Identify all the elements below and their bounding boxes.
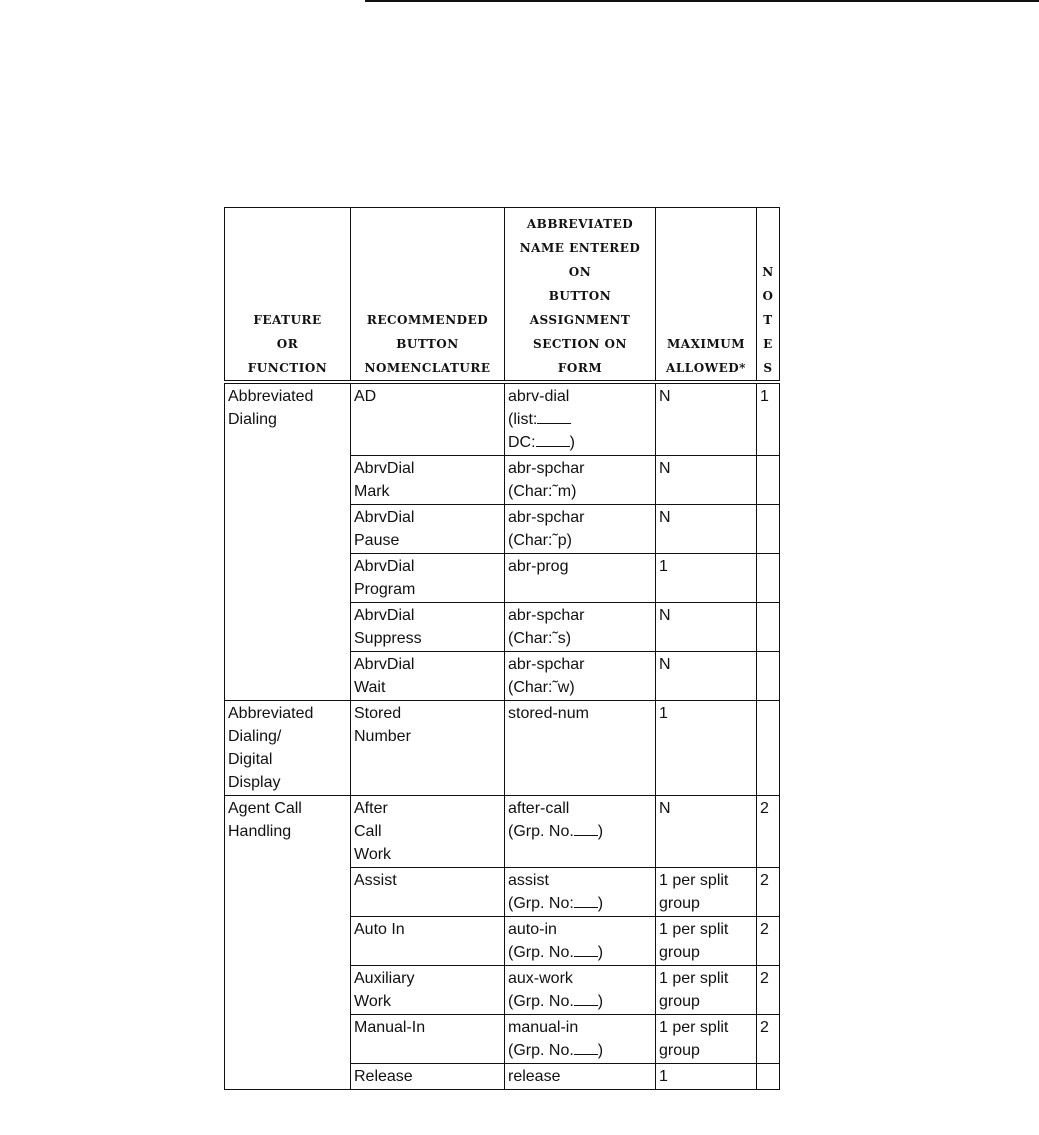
abbreviated-name-cell: abr-spchar (Char:˜w)	[505, 652, 656, 701]
maximum-cell: 1 per split group	[656, 868, 757, 917]
maximum-cell: 1 per split group	[656, 917, 757, 966]
button-cell: After Call Work	[351, 796, 505, 868]
fill-in-blank	[574, 991, 598, 1006]
button-cell: AbrvDial Program	[351, 554, 505, 603]
button-cell: Auto In	[351, 917, 505, 966]
table-row	[225, 701, 780, 796]
notes-cell: 1	[757, 382, 780, 456]
maximum-cell: 1	[656, 1064, 757, 1090]
abbreviated-name-cell: abr-spchar (Char:˜m)	[505, 456, 656, 505]
fill-in-blank	[574, 821, 598, 836]
table-row	[225, 382, 780, 456]
button-assignment-table	[224, 207, 780, 1090]
button-cell: AbrvDial Wait	[351, 652, 505, 701]
fill-in-blank	[536, 432, 570, 447]
header-maximum-allowed: MAXIMUM ALLOWED*	[656, 208, 757, 383]
abbreviated-name-cell: aux-work (Grp. No. )	[505, 966, 656, 1015]
maximum-cell: N	[656, 603, 757, 652]
button-cell: Release	[351, 1064, 505, 1090]
maximum-cell: N	[656, 796, 757, 868]
table-row	[225, 796, 780, 868]
feature-cell: Abbreviated Dialing/ Digital Display	[225, 701, 351, 796]
notes-cell: 2	[757, 796, 780, 868]
button-cell: AbrvDial Suppress	[351, 603, 505, 652]
abbreviated-name-cell: abr-spchar (Char:˜p)	[505, 505, 656, 554]
button-cell: AbrvDial Mark	[351, 456, 505, 505]
header-nomenclature: RECOMMENDED BUTTON NOMENCLATURE	[351, 208, 505, 383]
maximum-cell: 1 per split group	[656, 966, 757, 1015]
notes-cell: 2	[757, 966, 780, 1015]
abbreviated-name-cell: auto-in (Grp. No. )	[505, 917, 656, 966]
maximum-cell: N	[656, 652, 757, 701]
button-cell: AbrvDial Pause	[351, 505, 505, 554]
button-cell: Auxiliary Work	[351, 966, 505, 1015]
abbreviated-name-cell: abr-prog	[505, 554, 656, 603]
fill-in-blank	[574, 893, 598, 908]
button-cell: Manual-In	[351, 1015, 505, 1064]
notes-cell: 2	[757, 868, 780, 917]
abbreviated-name-cell: assist (Grp. No: )	[505, 868, 656, 917]
button-cell: AD	[351, 382, 505, 456]
button-cell: Stored Number	[351, 701, 505, 796]
feature-cell: Abbreviated Dialing	[225, 382, 351, 701]
notes-cell	[757, 456, 780, 505]
button-cell: Assist	[351, 868, 505, 917]
notes-cell	[757, 652, 780, 701]
notes-cell	[757, 701, 780, 796]
feature-cell: Agent Call Handling	[225, 796, 351, 1090]
notes-cell	[757, 505, 780, 554]
notes-cell	[757, 1064, 780, 1090]
header-feature: FEATURE OR FUNCTION	[225, 208, 351, 383]
header-notes: N O T E S	[757, 208, 780, 383]
abbreviated-name-cell: abrv-dial (list: DC: )	[505, 382, 656, 456]
maximum-cell: 1	[656, 701, 757, 796]
maximum-cell: 1	[656, 554, 757, 603]
notes-cell: 2	[757, 1015, 780, 1064]
notes-cell	[757, 603, 780, 652]
abbreviated-name-cell: stored-num	[505, 701, 656, 796]
maximum-cell: N	[656, 456, 757, 505]
notes-cell	[757, 554, 780, 603]
maximum-cell: N	[656, 382, 757, 456]
abbreviated-name-cell: after-call (Grp. No. )	[505, 796, 656, 868]
abbreviated-name-cell: manual-in (Grp. No. )	[505, 1015, 656, 1064]
top-rule	[365, 0, 1039, 2]
header-row	[225, 208, 780, 383]
fill-in-blank	[537, 409, 571, 424]
fill-in-blank	[574, 1040, 598, 1055]
abbreviated-name-cell: abr-spchar (Char:˜s)	[505, 603, 656, 652]
header-abbreviated-name: ABBREVIATED NAME ENTERED ON BUTTON ASSIGNMENT SECTION ON FORM	[505, 208, 656, 383]
maximum-cell: 1 per split group	[656, 1015, 757, 1064]
notes-cell: 2	[757, 917, 780, 966]
fill-in-blank	[574, 942, 598, 957]
abbreviated-name-cell: release	[505, 1064, 656, 1090]
maximum-cell: N	[656, 505, 757, 554]
